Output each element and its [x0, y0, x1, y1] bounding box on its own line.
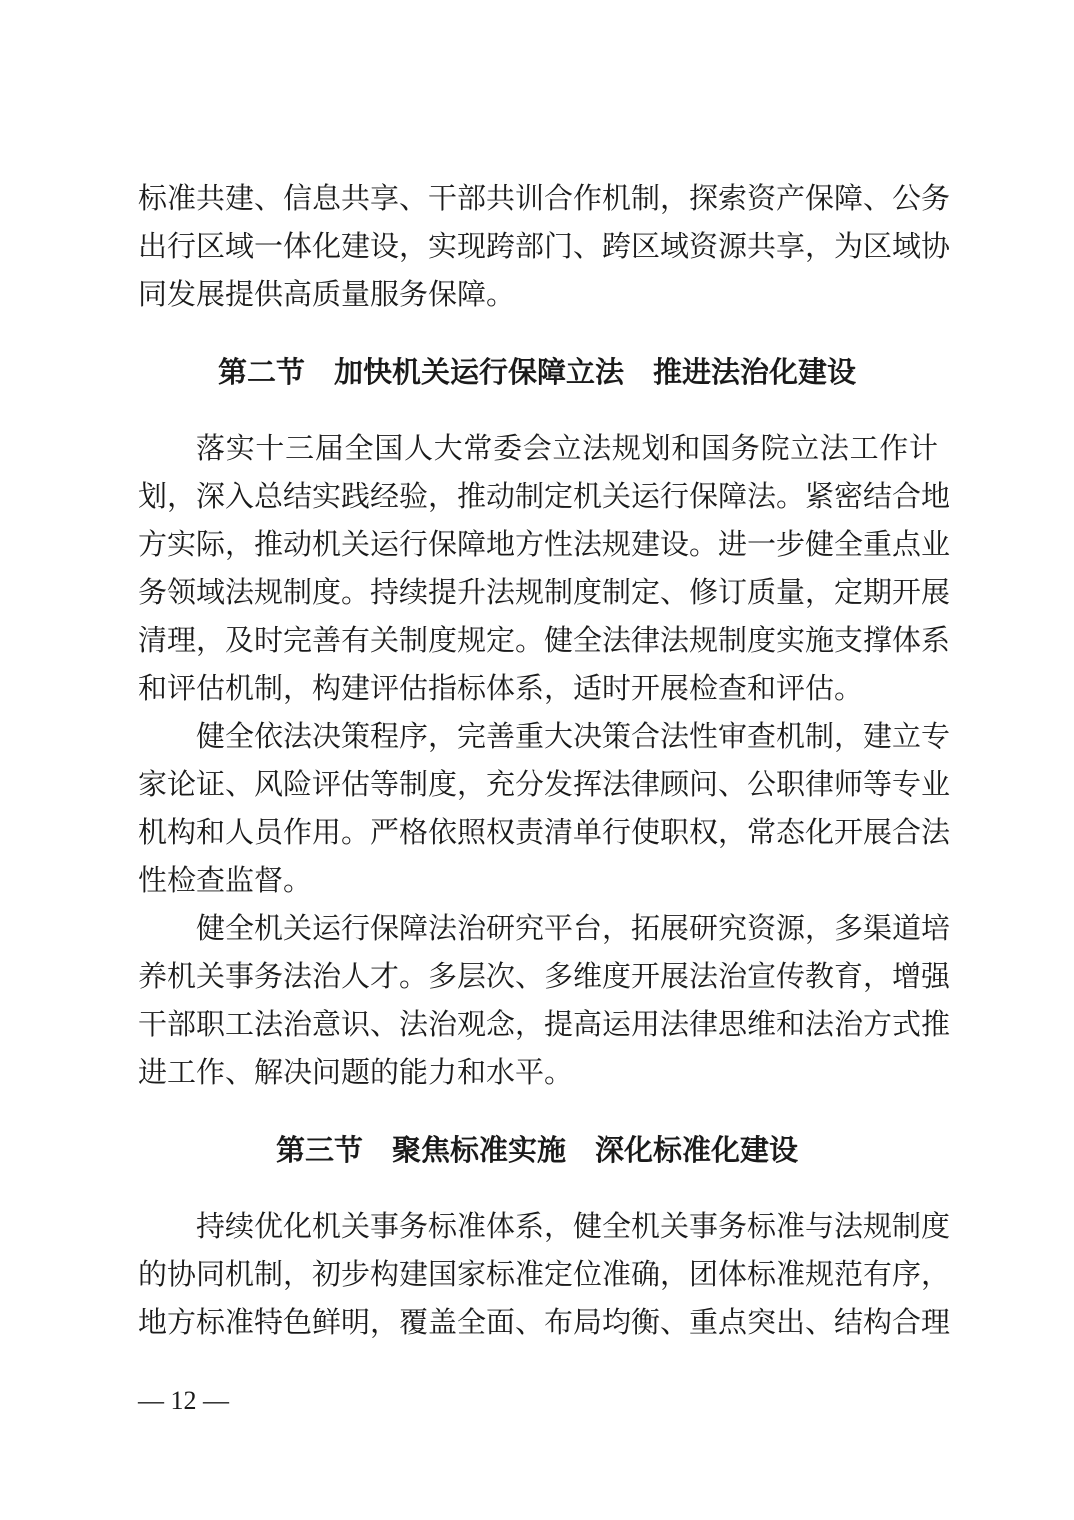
page-number: — 12 —	[138, 1386, 229, 1415]
paragraph-line: 和评估机制，构建评估指标体系，适时开展检查和评估。	[138, 671, 864, 705]
paragraph-line: 标准共建、信息共享、干部共训合作机制，探索资产保障、公务	[138, 181, 951, 215]
paragraph-line: 机构和人员作用。严格依照权责清单行使职权，常态化开展合法	[138, 815, 951, 849]
paragraph-line: 地方标准特色鲜明，覆盖全面、布局均衡、重点突出、结构合理	[138, 1305, 951, 1339]
section-heading: 第二节 加快机关运行保障立法 推进法治化建设	[217, 355, 856, 389]
paragraph-line: 健全依法决策程序，完善重大决策合法性审查机制，建立专	[196, 719, 951, 753]
paragraph-line: 的协同机制，初步构建国家标准定位准确，团体标准规范有序，	[138, 1257, 951, 1291]
paragraph-line: 健全机关运行保障法治研究平台，拓展研究资源，多渠道培	[196, 911, 951, 945]
paragraph-line: 出行区域一体化建设，实现跨部门、跨区域资源共享，为区域协	[138, 229, 951, 263]
paragraph-line: 性检查监督。	[138, 863, 313, 897]
paragraph-line: 持续优化机关事务标准体系，健全机关事务标准与法规制度	[196, 1209, 951, 1243]
paragraph-line: 清理，及时完善有关制度规定。健全法律法规制度实施支撑体系	[138, 623, 951, 657]
paragraph-line: 落实十三届全国人大常委会立法规划和国务院立法工作计	[196, 431, 938, 465]
paragraph-line: 务领域法规制度。持续提升法规制度制定、修订质量，定期开展	[138, 575, 951, 609]
paragraph-line: 划，深入总结实践经验，推动制定机关运行保障法。紧密结合地	[138, 479, 951, 513]
paragraph-line: 方实际，推动机关运行保障地方性法规建设。进一步健全重点业	[138, 527, 951, 561]
paragraph-line: 同发展提供高质量服务保障。	[138, 277, 516, 311]
paragraph-line: 家论证、风险评估等制度，充分发挥法律顾问、公职律师等专业	[138, 767, 951, 801]
paragraph-line: 养机关事务法治人才。多层次、多维度开展法治宣传教育，增强	[138, 959, 951, 993]
section-heading: 第三节 聚焦标准实施 深化标准化建设	[275, 1133, 798, 1167]
paragraph-line: 干部职工法治意识、法治观念，提高运用法律思维和法治方式推	[138, 1007, 951, 1041]
paragraph-line: 进工作、解决问题的能力和水平。	[138, 1055, 574, 1089]
